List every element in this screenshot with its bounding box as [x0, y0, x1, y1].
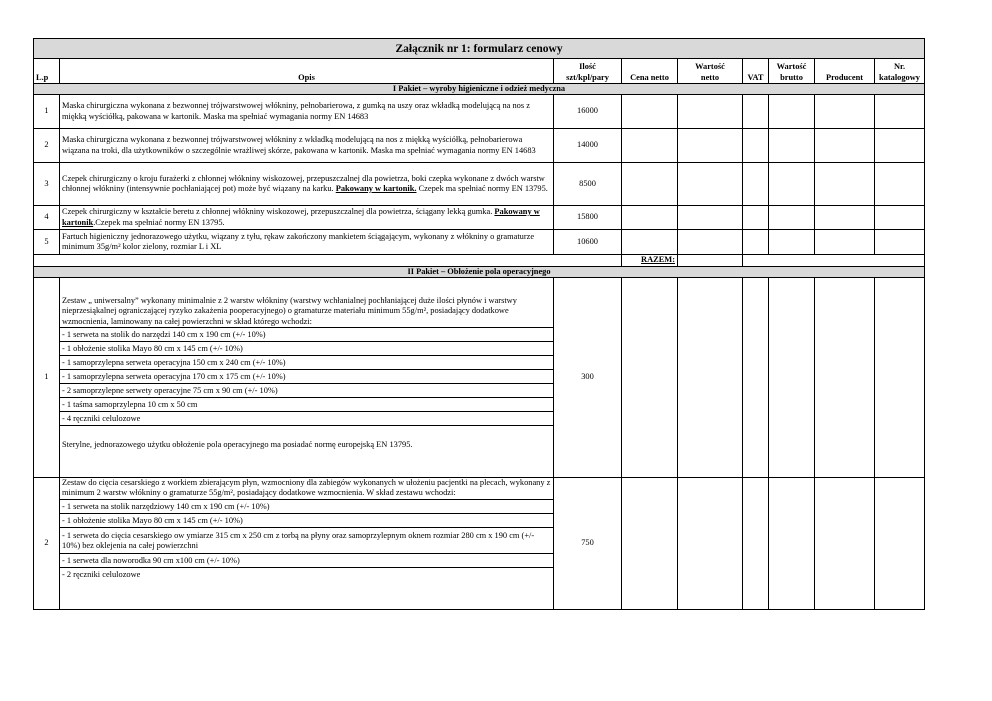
list-item: - 1 samoprzylepna serweta operacyjna 150 cm x 240 cm (+/- 10%) — [60, 356, 553, 370]
item-description: Zestaw do cięcia cesarskiego z workiem zbierającym płyn, wzmocniony dla zabiegów wykonanych w ułożeniu pacjentki na plecach, wykonany z minimum 2 warstw włókniny o gramaturze 55g/m², posiadający dodatkowe wzmocnienia. W skład zestawu wchodzi: - 1 serweta na stolik narzędziowy 140 cm x 190 cm (+/- 10%) - 1 obłożenie stolika Mayo 80 cm x 145 cm (+/- 10%) - 1 serweta do cięcia cesarskiego ow ymiarze 315 cm x 250 cm z torbą na płyny oraz samoprzylepnym oknem rozmiar 280 cm x 190 cm (+/- 10%) bez oklejenia na całej powierzchni - 1 serweta dla noworodka 90 cm x100 cm (+/- 10%) - 2 ręczniki celulozowe — [60, 478, 554, 610]
table-row: 2 Zestaw do cięcia cesarskiego z workiem zbierającym płyn, wzmocniony dla zabiegów wykonanych w ułożeniu pacjentki na plecach, wykonany z minimum 2 warstw włókniny o gramaturze 55g/m², posiadający dodatkowe wzmocnienia. W skład zestawu wchodzi: - 1 serweta na stolik narzędziowy 140 cm x 190 cm (+/- 10%) - 1 obłożenie stolika Mayo 80 cm x 145 cm (+/- 10%) - 1 serweta do cięcia cesarskiego ow ymiarze 315 cm x 250 cm z torbą na płyny oraz samoprzylepnym oknem rozmiar 280 cm x 190 cm (+/- 10%) bez oklejenia na całej powierzchni - 1 serweta dla noworodka 90 cm x100 cm (+/- 10%) - 2 ręczniki celulozowe 750 — [34, 478, 925, 610]
table-row: 5 Fartuch higieniczny jednorazowego użytku, wiązany z tyłu, rękaw zakończony mankietem ściągającym, wykonany z włókniny o gramaturze minimum 35g/m² kolor zielony, rozmiar L i XL 10600 — [34, 230, 925, 255]
item-description: Fartuch higieniczny jednorazowego użytku, wiązany z tyłu, rękaw zakończony mankietem ściągającym, wykonany z włókniny o gramaturze minimum 35g/m² kolor zielony, rozmiar L i XL — [60, 230, 554, 255]
component-list — [60, 499, 553, 581]
price-form-table — [33, 38, 925, 610]
item-quantity: 14000 — [554, 129, 622, 163]
list-item: - 2 samoprzylepne serwety operacyjne 75 cm x 90 cm (+/- 10%) — [60, 384, 553, 398]
price-cell[interactable] — [622, 95, 678, 129]
list-item: - 1 obłożenie stolika Mayo 80 cm x 145 cm (+/- 10%) — [60, 342, 553, 356]
header-cena-netto: Cena netto — [622, 59, 678, 84]
header-opis: Opis — [60, 59, 554, 84]
header-wartosc-brutto: Wartość brutto — [769, 59, 815, 84]
item-description: Maska chirurgiczna wykonana z bezwonnej trójwarstwowej włókniny z wkładką modelującą na nos z miękką wyściółką, pełnobarierowa wiązana na troki, dla użytkowników o szczególnie wrażliwej skórze, pakowana w kartonik. Maska ma spełniać wymagania normy EN 14683 — [60, 129, 554, 163]
price-cell[interactable] — [622, 478, 678, 610]
item-quantity: 15800 — [554, 206, 622, 230]
item-quantity: 16000 — [554, 95, 622, 129]
price-cell[interactable] — [622, 230, 678, 255]
item-quantity: 300 — [554, 278, 622, 478]
list-item: - 1 taśma samoprzylepna 10 cm x 50 cm — [60, 398, 553, 412]
table-row: 1 Maska chirurgiczna wykonana z bezwonnej trójwarstwowej włókniny, pełnobarierowa, z gumką na uszy oraz wkładką modelującą na nos z miękką wyściółką, pakowana w kartonik. Maska ma spełniać wymagania normy EN 14683 16000 — [34, 95, 925, 129]
item-quantity: 10600 — [554, 230, 622, 255]
item-quantity: 750 — [554, 478, 622, 610]
table-row: 3 Czepek chirurgiczny o kroju furażerki z chłonnej włókniny wiskozowej, przepuszczalnej dla powietrza, boki czepka wykonane z dwóch warstw chłonnej włókniny (intensywnie pochłaniającej pot) może być wiązany na karku. Pakowany w kartonik. Czepek ma spełniać normy EN 13795. 8500 — [34, 163, 925, 206]
price-cell[interactable] — [622, 129, 678, 163]
list-item: - 4 ręczniki celulozowe — [62, 414, 141, 424]
list-item: - 2 ręczniki celulozowe — [62, 569, 141, 579]
price-cell[interactable] — [622, 278, 678, 478]
price-cell[interactable] — [622, 206, 678, 230]
section-header-pakiet-1: I Pakiet – wyroby higieniczne i odzież medyczna — [34, 84, 925, 95]
item-description: Czepek chirurgiczny w kształcie beretu z chłonnej włókniny wiskozowej, przepuszczalnej dla powietrza, ściągany lekką gumka. Pakowany w kartonik.Czepek ma spełniać normy EN 13795. — [60, 206, 554, 230]
item-description: Maska chirurgiczna wykonana z bezwonnej trójwarstwowej włókniny, pełnobarierowa, z gumką na uszy oraz wkładką modelującą na nos z miękką wyściółką, pakowana w kartonik. Maska ma spełniać wymagania normy EN 14683 — [60, 95, 554, 129]
header-producent: Producent — [815, 59, 875, 84]
table-row: 2 Maska chirurgiczna wykonana z bezwonnej trójwarstwowej włókniny z wkładką modelującą na nos z miękką wyściółką, pełnobarierowa wiązana na troki, dla użytkowników o szczególnie wrażliwej skórze, pakowana w kartonik. Maska ma spełniać wymagania normy EN 14683 14000 — [34, 129, 925, 163]
item-description: Czepek chirurgiczny o kroju furażerki z chłonnej włókniny wiskozowej, przepuszczalnej dla powietrza, boki czepka wykonane z dwóch warstw chłonnej włókniny (intensywnie pochłaniającej pot) może być wiązany na karku. Pakowany w kartonik. Czepek ma spełniać normy EN 13795. — [60, 163, 554, 206]
list-item: - 1 serweta dla noworodka 90 cm x100 cm (+/- 10%) — [60, 554, 553, 568]
list-item: - 1 serweta na stolik narzędziowy 140 cm x 190 cm (+/- 10%) — [60, 500, 553, 514]
header-lp: L.p — [34, 59, 60, 84]
section-header-pakiet-2: II Pakiet – Obłożenie pola operacyjnego — [34, 267, 925, 278]
razem-value[interactable] — [678, 255, 743, 267]
list-item: - 1 obłożenie stolika Mayo 80 cm x 145 cm (+/- 10%) — [60, 514, 553, 528]
item-description: Zestaw „ uniwersalny” wykonany minimalnie z 2 warstw włókniny (warstwy wchłanialnej pochłaniającej duże ilości płynów i warstwy nieprzesiąkalnej ograniczającej ryzyko zakażenia pooperacyjnego) o gramaturze materiału minimum 55g/m², posiadający dodatkowe wzmocnienia, laminowany na całej powierzchni w skład którego wchodzi: - 1 serweta na stolik do narzędzi 140 cm x 190 cm (+/- 10%) - 1 obłożenie stolika Mayo 80 cm x 145 cm (+/- 10%) - 1 samoprzylepna serweta operacyjna 150 cm x 240 cm (+/- 10%) - 1 samoprzylepna serweta operacyjna 170 cm x 175 cm (+/- 10%) - 2 samoprzylepne serwety operacyjne 75 cm x 90 cm (+/- 10%) - 1 taśma samoprzylepna 10 cm x 50 cm - 4 ręczniki celulozowe Sterylne, jednorazowego użytku obłożenie pola operacyjnego ma posiadać normę europejską EN 13795. — [60, 278, 554, 478]
component-list — [60, 327, 553, 426]
table-row: 4 Czepek chirurgiczny w kształcie beretu z chłonnej włókniny wiskozowej, przepuszczalnej dla powietrza, ściągany lekką gumka. Pakowany w kartonik.Czepek ma spełniać normy EN 13795. 15800 — [34, 206, 925, 230]
price-cell[interactable] — [622, 163, 678, 206]
header-ilosc: Ilość szt/kpl/pary — [554, 59, 622, 84]
list-item: - 1 serweta na stolik do narzędzi 140 cm x 190 cm (+/- 10%) — [60, 328, 553, 342]
header-wartosc-netto: Wartość netto — [678, 59, 743, 84]
list-item: - 1 serweta do cięcia cesarskiego ow ymiarze 315 cm x 250 cm z torbą na płyny oraz samoprzylepnym oknem rozmiar 280 cm x 190 cm (+/- 10%) bez oklejenia na całej powierzchni — [60, 528, 553, 554]
table-row: 1 Zestaw „ uniwersalny” wykonany minimalnie z 2 warstw włókniny (warstwy wchłanialnej pochłaniającej duże ilości płynów i warstwy nieprzesiąkalnej ograniczającej ryzyko zakażenia pooperacyjnego) o gramaturze materiału minimum 55g/m², posiadający dodatkowe wzmocnienia, laminowany na całej powierzchni w skład którego wchodzi: - 1 serweta na stolik do narzędzi 140 cm x 190 cm (+/- 10%) - 1 obłożenie stolika Mayo 80 cm x 145 cm (+/- 10%) - 1 samoprzylepna serweta operacyjna 150 cm x 240 cm (+/- 10%) - 1 samoprzylepna serweta operacyjna 170 cm x 175 cm (+/- 10%) - 2 samoprzylepne serwety operacyjne 75 cm x 90 cm (+/- 10%) - 1 taśma samoprzylepna 10 cm x 50 cm - 4 ręczniki celulozowe Sterylne, jednorazowego użytku obłożenie pola operacyjnego ma posiadać normę europejską EN 13795. 300 — [34, 278, 925, 478]
page-title: Załącznik nr 1: formularz cenowy — [34, 39, 925, 59]
list-item: - 1 samoprzylepna serweta operacyjna 170 cm x 175 cm (+/- 10%) — [60, 370, 553, 384]
header-row — [34, 59, 925, 84]
razem-label: RAZEM: — [622, 255, 678, 267]
header-nr-katalogowy: Nr. katalogowy — [875, 59, 925, 84]
razem-row — [34, 255, 925, 267]
header-vat: VAT — [743, 59, 769, 84]
item-quantity: 8500 — [554, 163, 622, 206]
